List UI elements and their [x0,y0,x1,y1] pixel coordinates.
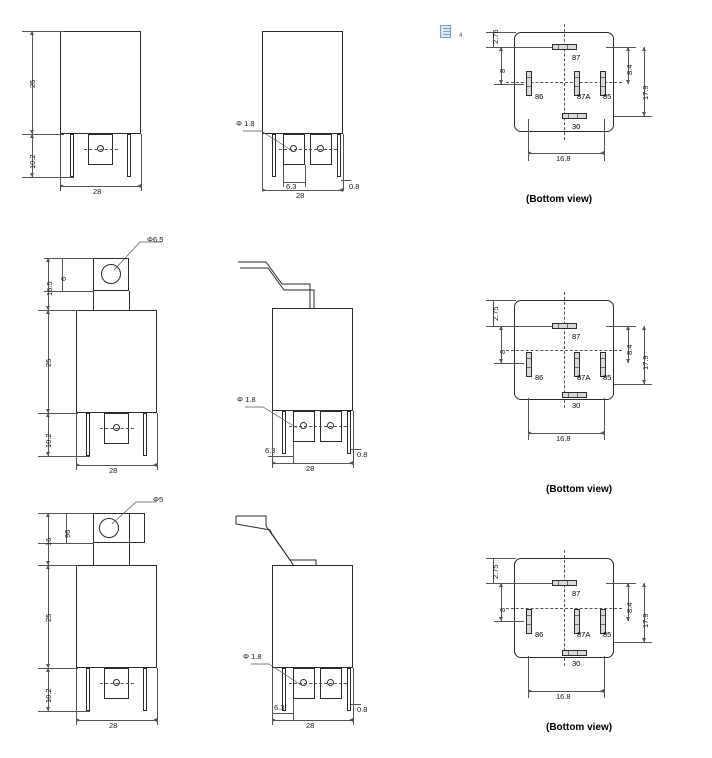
pin-label-30: 30 [572,122,581,131]
arrow [339,188,343,192]
center-line [100,428,134,429]
arrow [499,583,503,587]
extension-line [604,398,605,440]
relay-pin [337,134,341,177]
dim-8-4: 8.4 [625,344,634,355]
dim-16-8: 16.8 [556,154,571,163]
pin-label-30: 30 [572,659,581,668]
dim-2-75: 2.75 [491,306,500,321]
terminal-30 [562,650,587,656]
arrow [642,583,646,587]
arrow [626,47,630,51]
dimension-line [501,326,502,363]
terminal-30 [562,392,587,398]
dim-dia-5: Φ5 [153,495,164,504]
dim-0-8: 0.8 [357,705,368,714]
dim-0-8: 0.8 [357,450,368,459]
center-line [100,683,134,684]
dim-16-5: 16.5 [45,281,54,296]
extension-line [293,699,294,721]
arrow [642,47,646,51]
arrow [499,47,503,51]
arrow [600,151,604,155]
arrow [262,188,266,192]
extension-line [38,711,90,712]
relay-body [76,565,157,668]
pin-label-30: 30 [572,401,581,410]
pin-label-86: 86 [535,373,544,382]
terminal-87 [552,323,577,329]
arrow [46,668,50,672]
pin-label-85: 85 [603,630,612,639]
dim-16-8: 16.8 [556,692,571,701]
extension-line [22,31,64,32]
arrow [46,452,50,456]
leader-line [241,128,301,163]
arrow [30,134,34,138]
dim-dia-1-8: Φ 1.8 [236,119,255,128]
terminal-87 [552,44,577,50]
dim-25: 25 [44,613,53,622]
arrow [272,461,276,465]
extension-line [38,668,78,669]
arrow [153,718,157,722]
arrow [600,689,604,693]
arrow [642,326,646,330]
relay-pin [143,668,147,711]
extension-line [38,310,78,311]
relay-pin [86,668,90,711]
relay-body [60,31,141,134]
extension-line [22,134,64,135]
extension-line [44,258,94,259]
arrow [46,565,50,569]
extension-line [60,134,61,191]
arrow [642,638,646,642]
extension-line [141,134,142,191]
extension-line [486,47,552,48]
dimension-line [501,47,502,84]
extension-line [353,411,354,468]
arrow [626,617,630,621]
leader-line [243,404,305,439]
arrow [272,718,276,722]
dim-6: 6 [59,276,68,281]
arrow [499,326,503,330]
center-line [564,24,565,140]
pin-label-85: 85 [603,92,612,101]
dim-dia-6-5: Φ6.5 [147,235,164,244]
extension-line [614,384,652,385]
dim-8-4: 8.4 [625,602,634,613]
arrow [626,583,630,587]
arrow [499,359,503,363]
dim-25: 25 [44,358,53,367]
arrow [46,258,50,262]
extension-line [606,583,636,584]
bottom-view-label: (Bottom view) [546,484,613,495]
bracket-edge [93,291,94,310]
extension-line [494,84,524,85]
dim-16-8: 16.8 [556,434,571,443]
extension-line [272,668,273,725]
arrow [46,413,50,417]
arrow [30,173,34,177]
arrow [349,718,353,722]
pin-label-86: 86 [535,630,544,639]
dim-8: 8 [498,607,507,612]
extension-line [494,363,524,364]
pin-label-87a: 87A [577,373,591,382]
arrow [46,513,50,517]
extension-line [272,411,273,468]
dim-28: 28 [109,721,118,730]
terminal-86 [526,352,532,377]
arrow [626,359,630,363]
dim-28: 28 [109,466,118,475]
relay-pin [143,413,147,456]
pin-label-85: 85 [603,373,612,382]
dim-10-2: 10.2 [44,688,53,703]
dim-6-3: 6.3 [274,703,285,712]
dim-28: 28 [93,187,102,196]
dim-dia-1-8: Φ 1.8 [243,652,262,661]
dim-96: 96 [63,529,72,538]
extension-line [157,413,158,470]
extension-line [486,583,552,584]
pin-label-87: 87 [572,589,581,598]
dim-6-3: 6.3 [265,446,276,455]
relay-pin [70,134,74,177]
extension-line [604,119,605,161]
extension-line [604,656,605,698]
arrow [137,184,141,188]
arrow [499,80,503,84]
extension-line [38,565,78,566]
center-line [564,292,565,408]
center-line [564,550,565,666]
arrow [626,326,630,330]
terminal-30 [562,113,587,119]
dim-28: 28 [306,721,315,730]
dim-6-3: 6.3 [286,182,297,191]
dim-dia-1-8: Φ 1.8 [237,395,256,404]
dimension-line [62,258,63,291]
extension-line [157,668,158,725]
extension-line [293,442,294,464]
dim-10-2: 10.2 [44,433,53,448]
arrow [153,463,157,467]
arrow [46,310,50,314]
arrow [499,617,503,621]
pin-label-87: 87 [572,53,581,62]
extension-line [494,621,524,622]
arrow [46,707,50,711]
extension-line [38,456,90,457]
bracket-edge [129,543,130,565]
pin-label-86: 86 [535,92,544,101]
relay-pin [127,134,131,177]
leader-line [110,235,165,281]
dim-2-75: 2.75 [491,29,500,44]
leader-line [249,661,309,696]
dim-25: 25 [28,79,37,88]
arrow [600,431,604,435]
arrow [528,151,532,155]
dimension-line [272,713,294,714]
document-icon [440,25,451,38]
extension-line [614,116,652,117]
extension-line [76,413,77,470]
extension-line [486,326,552,327]
terminal-87 [552,580,577,586]
arrow [76,463,80,467]
dim-8: 8 [498,349,507,354]
extension-line [76,668,77,725]
arrow [642,380,646,384]
arrow [626,80,630,84]
dim-10-2: 10.2 [28,154,37,169]
extension-line [22,177,74,178]
dimension-line [501,583,502,621]
dim-0-8: 0.8 [349,182,360,191]
relay-pin [347,411,351,454]
dim-28: 28 [306,464,315,473]
arrow [528,431,532,435]
relay-body [76,310,157,413]
relay-body [272,565,353,668]
dimension-line [66,513,67,543]
dim-17-9: 17.9 [641,355,650,370]
arrow [60,184,64,188]
terminal-86 [526,71,532,96]
dim-2-75: 2.75 [491,564,500,579]
extension-line [606,47,636,48]
dim-16: 16 [44,537,53,546]
arrow [30,31,34,35]
bracket-edge [93,543,94,565]
dim-17-9: 17.9 [641,613,650,628]
relay-body [272,308,353,411]
extension-line [38,413,78,414]
extension-line [283,165,284,187]
bottom-view-label: (Bottom view) [526,194,593,205]
terminal-86 [526,609,532,634]
extension-line [486,300,516,301]
dim-28: 28 [296,191,305,200]
dim-8-4: 8.4 [625,64,634,75]
extension-line [305,165,306,187]
arrow [76,718,80,722]
bracket-edge [129,291,130,310]
extension-line [353,668,354,725]
bottom-view-label: (Bottom view) [546,722,613,733]
center-line [84,149,118,150]
extension-line [606,326,636,327]
arrow [528,689,532,693]
extension-line [262,134,263,191]
arrow [642,112,646,116]
relay-pin [86,413,90,456]
extension-line [614,642,652,643]
tiny-marker: 4 [459,33,463,39]
pin-label-87a: 87A [577,92,591,101]
pin-label-87a: 87A [577,630,591,639]
extension-line [343,134,344,191]
arrow [349,461,353,465]
relay-body [262,31,343,134]
dimension-line [644,47,645,116]
dim-8: 8 [498,68,507,73]
dim-17-9: 17.9 [641,85,650,100]
extension-line [486,558,516,559]
pin-label-87: 87 [572,332,581,341]
